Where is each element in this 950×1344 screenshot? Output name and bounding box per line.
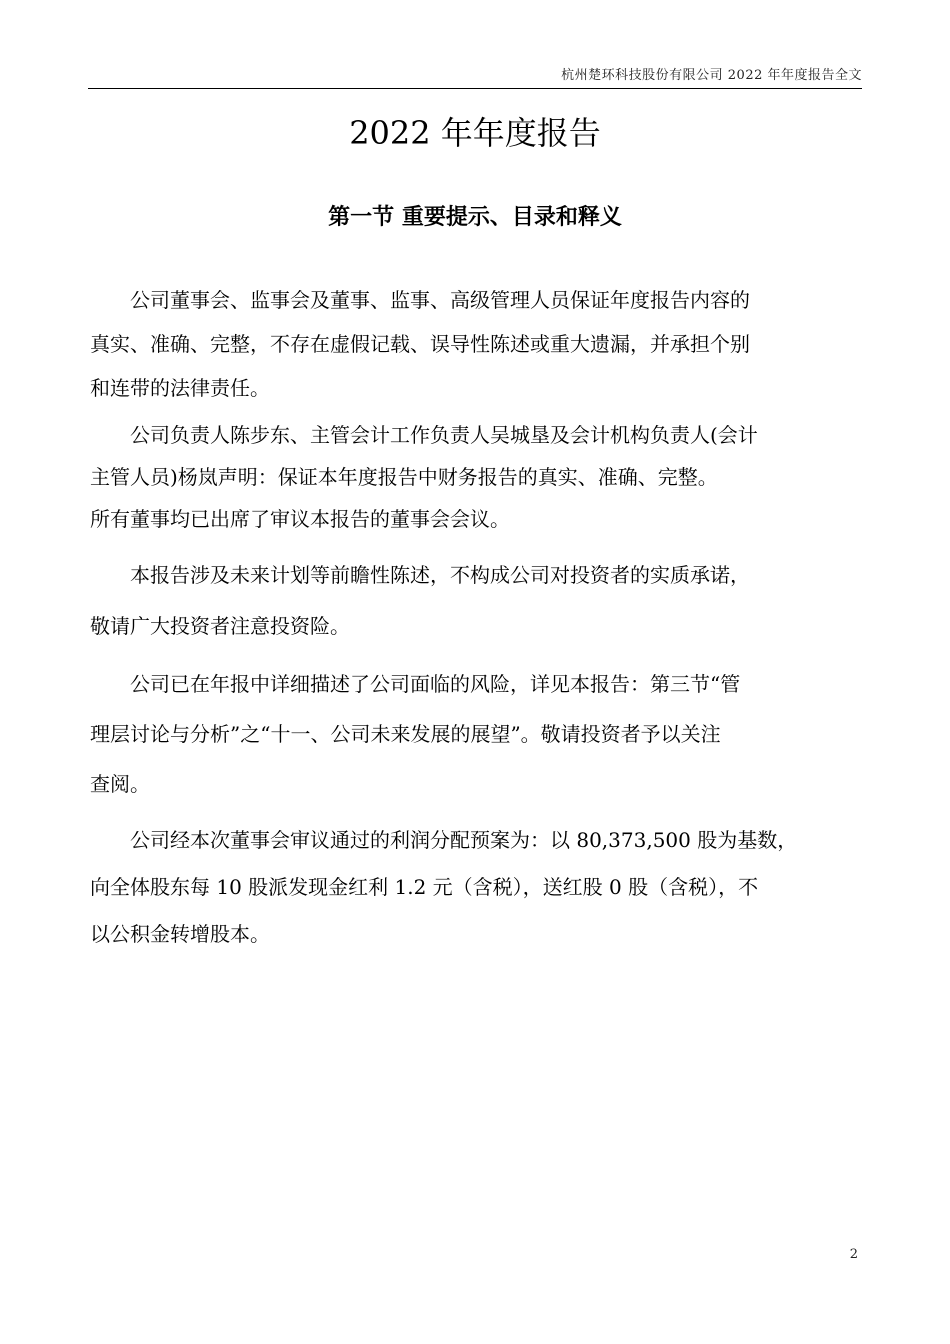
paragraph-forward-looking: 本报告涉及未来计划等前瞻性陈述，不构成公司对投资者的实质承诺， 敬请广大投资者注意投资险。 bbox=[90, 563, 750, 638]
section-title: 第一节 重要提示、目录和释义 bbox=[328, 204, 622, 230]
paragraph-risk-notice: 公司已在年报中详细描述了公司面临的风险，详见本报告：第三节“管 理层讨论与分析”之“十一、公司未来发展的展望”。敬请投资者予以关注 查阅。 bbox=[90, 672, 741, 796]
running-header: 杭州楚环科技股份有限公司 2022 年年度报告全文 bbox=[561, 68, 862, 83]
paragraph-responsible-persons: 公司负责人陈步东、主管会计工作负责人吴城垦及会计机构负责人(会计 主管人员)杨岚声明：保证本年度报告中财务报告的真实、准确、完整。 所有董事均已出席了审议本报告的董事会会议。 bbox=[90, 423, 758, 531]
page-number: 2 bbox=[849, 1247, 858, 1262]
header-divider bbox=[88, 88, 862, 89]
paragraph-profit-distribution: 公司经本次董事会审议通过的利润分配预案为：以 80,373,500 股为基数， 向全体股东每 10 股派发现金红利 1.2 元（含税），送红股 0 股（含税），不 以公积金转增股本。 bbox=[90, 828, 798, 946]
paragraph-board-guarantee: 公司董事会、监事会及董事、监事、高级管理人员保证年度报告内容的 真实、准确、完整，不存在虚假记载、误导性陈述或重大遗漏，并承担个别 和连带的法律责任。 bbox=[90, 288, 750, 400]
report-title: 2022 年年度报告 bbox=[349, 114, 601, 152]
